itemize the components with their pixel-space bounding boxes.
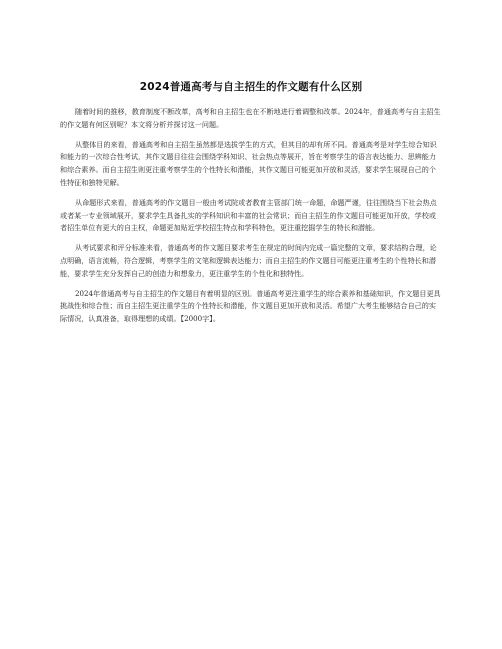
paragraph-format: 从命题形式来看，普通高考的作文题目一般由考试院或者教育主管部门统一命题，命题严谨，往往围绕当下社会热点或者某一专业领域展开，要求学生具备扎实的学科知识和丰富的社会常识；而自主招生的作文题目可能更加开放，学校或者招生单位有更大的自主权，命题更加贴近学校招生特点和学科特色，更注重挖掘学生的特长和潜能。 bbox=[60, 197, 437, 233]
paragraph-conclusion: 2024年普通高考与自主招生的作文题目有着明显的区别。普通高考更注重学生的综合素养和基础知识，作文题目更具挑战性和综合性；而自主招生更注重学生的个性特长和潜能，作文题目更加开放和灵活。希望广大考生能够结合自己的实际情况，认真准备，取得理想的成绩。【2000字】。 bbox=[60, 288, 441, 324]
paragraph-requirements: 从考试要求和评分标准来看，普通高考的作文题目要求考生在规定的时间内完成一篇完整的文章，要求结构合理，论点明确，语言流畅，符合逻辑，考察学生的文笔和逻辑表达能力；而自主招生的作文题目可能更注重考生的个性特长和潜能，要求学生充分发挥自己的创造力和想象力，更注重学生的个性化和独特性。 bbox=[60, 243, 437, 278]
paragraph-intro: 随着时间的推移，教育制度不断改革，高考和自主招生也在不断地进行着调整和改革。2024年，普通高考与自主招生的作文题有何区别呢？本文将分析并探讨这一问题。 bbox=[60, 107, 441, 129]
paragraph-purpose: 从整体目的来看，普通高考和自主招生虽然都是选拔学生的方式，但其目的却有所不同。普通高考是对学生综合知识和能力的一次综合性考试，其作文题目往往会围绕学科知识、社会热点等展开，旨在考察学生的语言表达能力、思辨能力和综合素养。而自主招生则更注重考察学生的个性特长和潜能，其作文题目可能更加开放和灵活，要求学生展现自己的个性特征和独特见解。 bbox=[60, 139, 437, 187]
article-body bbox=[60, 106, 443, 333]
page-title: 2024普通高考与自主招生的作文题有什么区别 bbox=[139, 81, 363, 93]
